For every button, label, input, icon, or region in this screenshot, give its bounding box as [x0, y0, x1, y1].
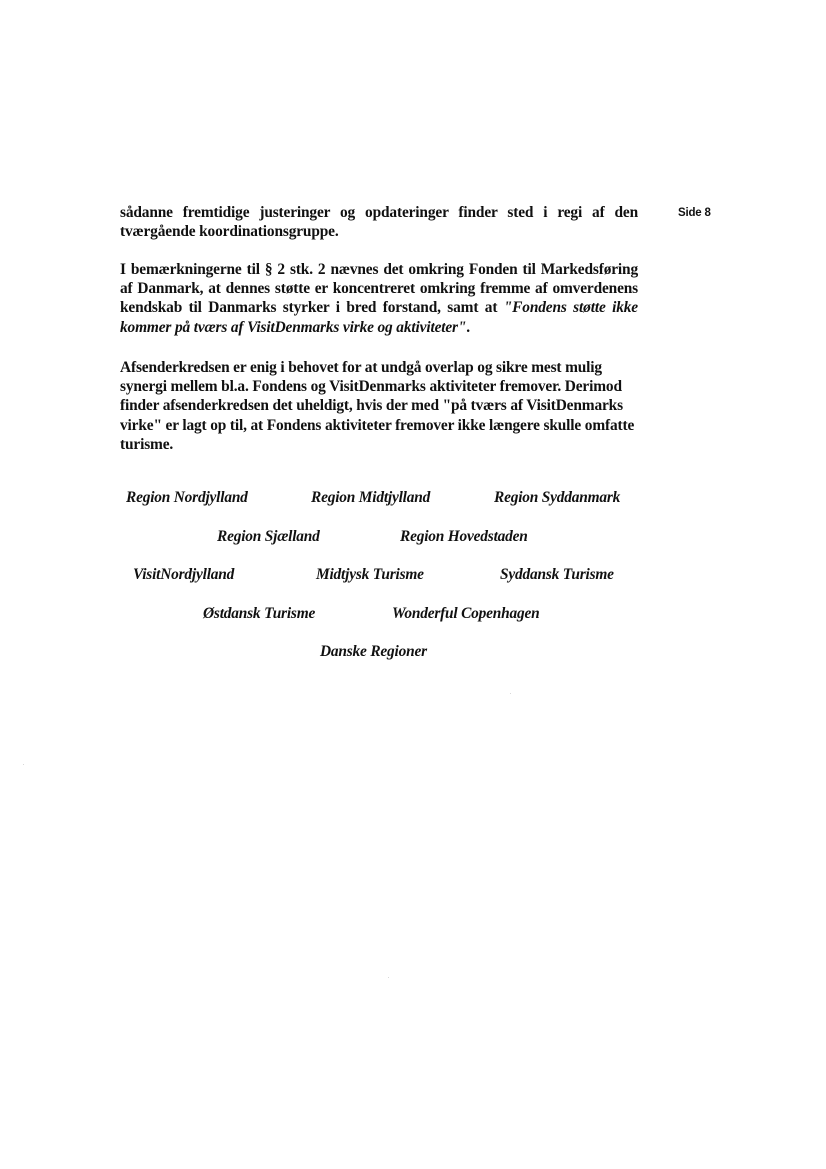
signatory-wonderful-copenhagen: Wonderful Copenhagen — [392, 605, 540, 622]
page-number: Side 8 — [678, 207, 711, 219]
signatory-region-hovedstaden: Region Hovedstaden — [400, 528, 528, 545]
paragraph-2-quote: "Fondens støtte ikke kommer på tværs af VisitDenmarks virke og aktiviteter" — [120, 299, 638, 336]
signatory-region-midtjylland: Region Midtjylland — [311, 489, 431, 506]
signatory-ostdansk-turisme: Østdansk Turisme — [203, 605, 316, 622]
scan-speck — [510, 693, 511, 694]
signatory-midtjysk-turisme: Midtjysk Turisme — [316, 566, 424, 583]
signatory-danske-regioner: Danske Regioner — [320, 643, 427, 660]
scan-speck — [388, 977, 389, 978]
signatory-visitnordjylland: VisitNordjylland — [133, 566, 235, 583]
paragraph-1: sådanne fremtidige justeringer og opdateringer finder sted i regi af den tværgående koordinationsgruppe. — [120, 204, 638, 241]
paragraph-2 — [120, 260, 638, 337]
paragraph-2-text: I bemærkningerne til § 2 stk. 2 nævnes det omkring Fonden til Markedsføring af Danmark, at dennes støtte er koncentreret omkring fremme af omverdenens kendskab til Danmarks styrker i bred forstand, samt at — [120, 261, 638, 317]
paragraph-3: Afsenderkredsen er enig i behovet for at undgå overlap og sikre mest mulig synergi mellem bl.a. Fondens og VisitDenmarks aktiviteter fremover. Derimod finder afsenderkredsen det uheldigt, hvis der med "på tværs af VisitDenmarks virke" er lagt op til, at Fondens aktiviteter fremover ikke længere skulle omfatte turisme. — [120, 359, 635, 453]
scan-speck — [23, 764, 24, 765]
signatory-region-nordjylland: Region Nordjylland — [126, 489, 248, 506]
signatory-region-syddanmark: Region Syddanmark — [494, 489, 621, 506]
signatory-syddansk-turisme: Syddansk Turisme — [500, 566, 614, 583]
signatory-region-sjaelland: Region Sjælland — [217, 528, 320, 545]
paragraph-2-end: . — [466, 318, 470, 336]
